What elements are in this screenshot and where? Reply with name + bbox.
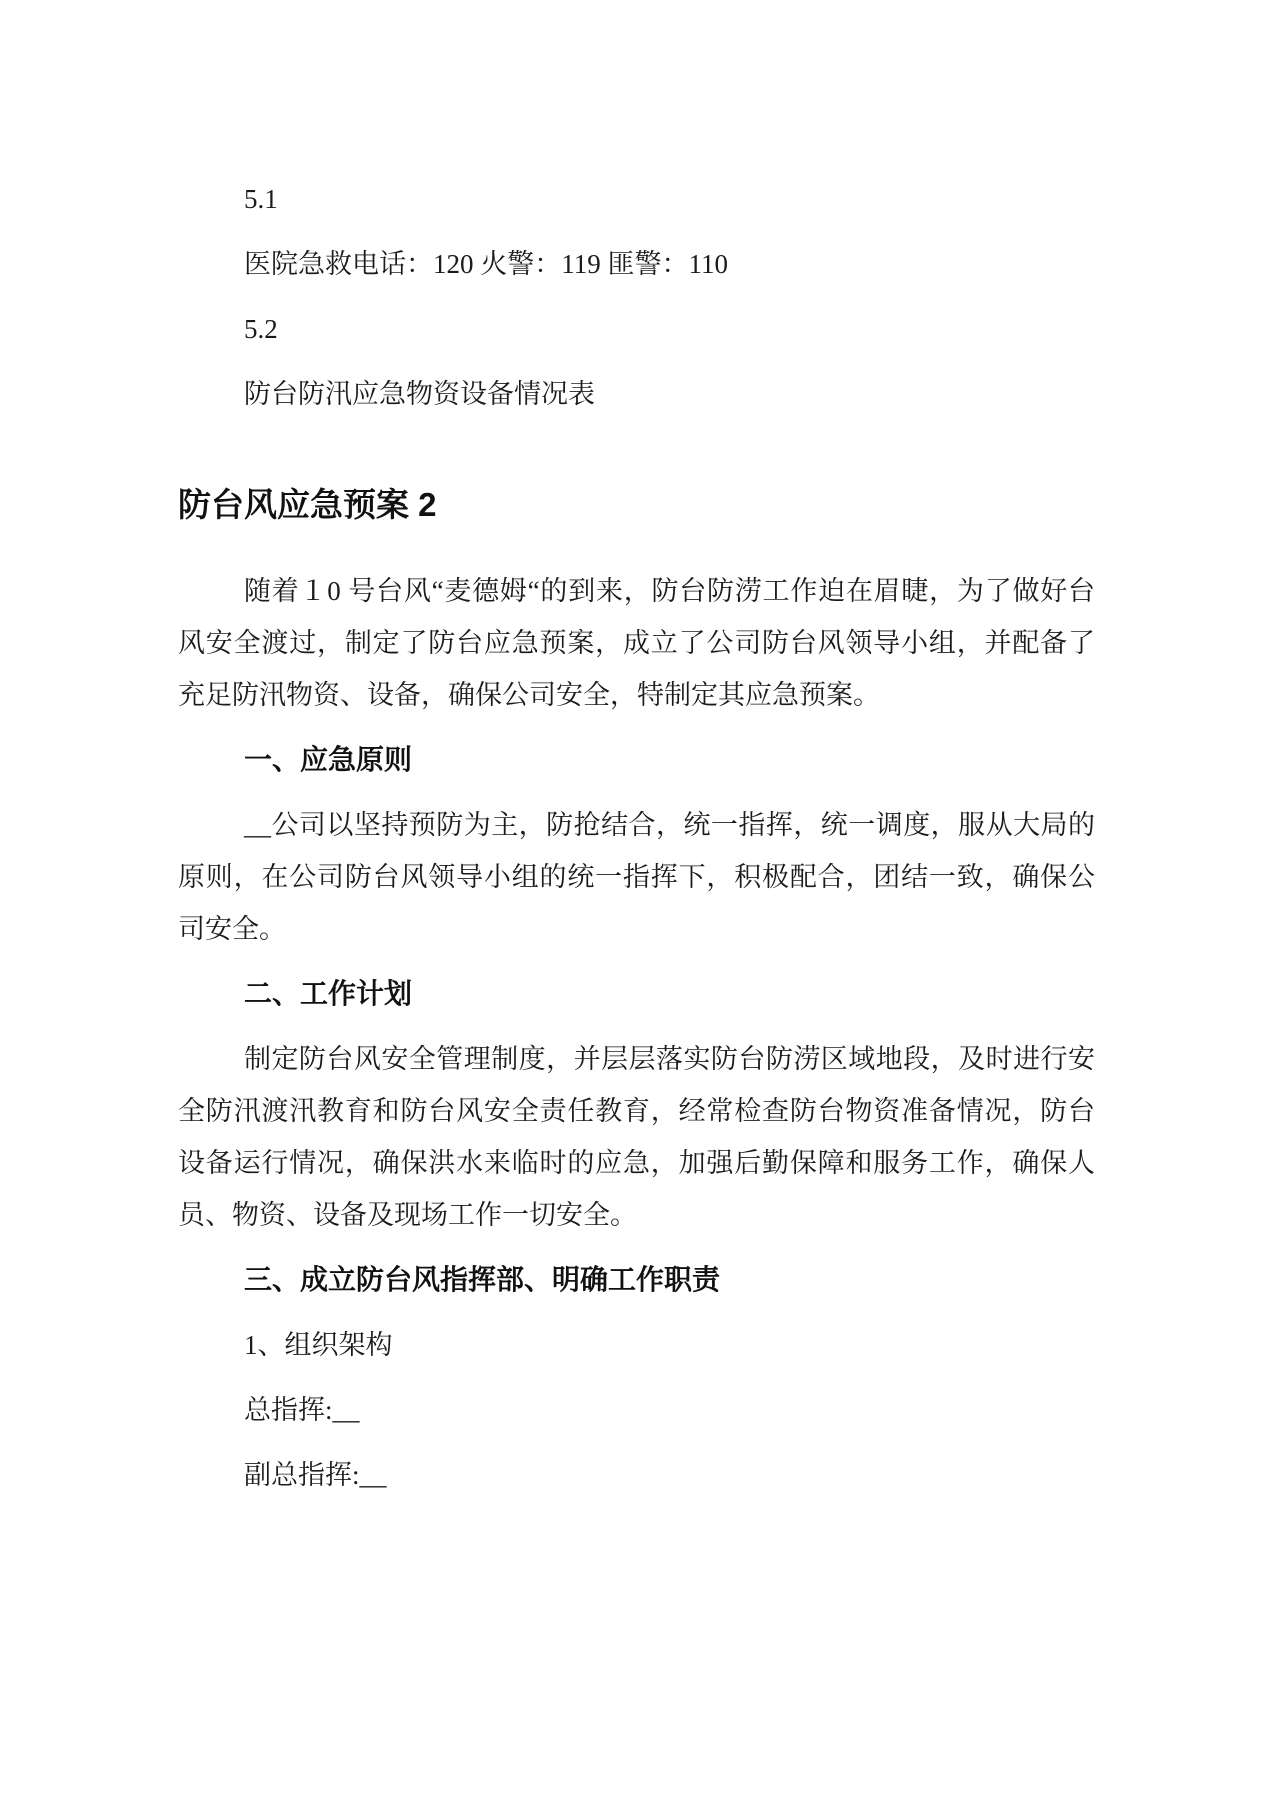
section-heading-2: 二、工作计划: [244, 978, 413, 1009]
section-number-5-2: 5.2: [244, 314, 278, 344]
intro-paragraph: 随着１0 号台风“麦德姆“的到来，防台防涝工作迫在眉睫，为了做好台风安全渡过，制定了防台应急预案，成立了公司防台风领导小组，并配备了充足防汛物资、设备，确保公司安全，特制定其应急预案。: [178, 576, 1095, 710]
section-heading-1: 一、应急原则: [244, 744, 413, 775]
work-plan-paragraph: 制定防台风安全管理制度，并层层落实防台防涝区域地段，及时进行安全防汛渡汛教育和防台风安全责任教育，经常检查防台物资准备情况，防台设备运行情况，确保洪水来临时的应急，加强后勤保障和服务工作，确保人员、物资、设备及现场工作一切安全。: [178, 1044, 1095, 1230]
principles-paragraph: __公司以坚持预防为主，防抢结合，统一指挥，统一调度，服从大局的原则，在公司防台风领导小组的统一指挥下，积极配合，团结一致，确保公司安全。: [178, 810, 1095, 944]
chief-commander-blank: 总指挥:__: [244, 1395, 360, 1425]
document-title: 防台风应急预案 2: [178, 486, 437, 523]
section-number-5-1: 5.1: [244, 184, 278, 214]
org-structure-item: 1、组织架构: [244, 1330, 393, 1360]
document-content: [178, 173, 1095, 1501]
equipment-table-caption: 防台防汛应急物资设备情况表: [244, 379, 595, 409]
deputy-chief-commander-blank: 副总指挥:__: [244, 1460, 387, 1490]
emergency-phone-line: 医院急救电话：120 火警：119 匪警：110: [244, 249, 728, 279]
section-heading-3: 三、成立防台风指挥部、明确工作职责: [244, 1264, 721, 1295]
